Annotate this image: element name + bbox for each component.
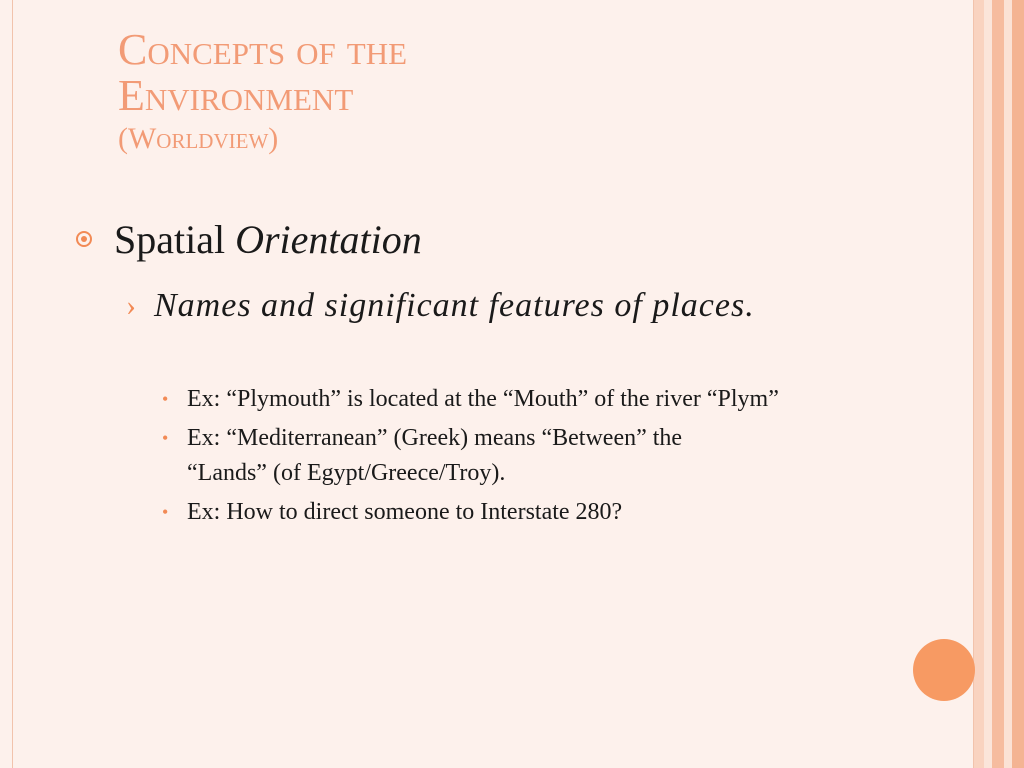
- bullet-level-2-text: Names and significant features of places.: [154, 287, 755, 324]
- title-subtitle: (Worldview): [118, 122, 279, 155]
- target-circle-bullet-icon: [76, 231, 92, 247]
- dot-bullet-icon: •: [162, 428, 169, 448]
- right-stripe-1: [974, 0, 984, 768]
- list-item-text: Ex: “Plymouth” is located at the “Mouth” of the river “Plym”: [187, 386, 779, 412]
- list-item: [162, 421, 802, 491]
- bullet-level-1-plain: Spatial: [114, 217, 236, 262]
- list-item-text: Ex: “Mediterranean” (Greek) means “Between” the “Lands” (of Egypt/Greece/Troy).: [187, 425, 683, 486]
- title-line-2: Environment: [118, 71, 354, 120]
- dot-bullet-icon: •: [162, 389, 169, 409]
- right-stripe-2: [984, 0, 992, 768]
- title-line-1: Concepts of the: [118, 25, 408, 74]
- bullet-level-1-italic: Orientation: [235, 217, 422, 262]
- list-item-text: Ex: How to direct someone to Interstate 280?: [187, 499, 623, 525]
- chevron-right-icon: ›: [126, 289, 136, 322]
- list-item: [162, 495, 802, 530]
- bullet-level-3-list: [162, 382, 802, 534]
- bullet-level-1-text: [114, 216, 422, 264]
- list-item: [162, 382, 802, 417]
- right-stripe-4: [1004, 0, 1012, 768]
- right-stripe-5: [1012, 0, 1024, 768]
- right-stripe-3: [992, 0, 1004, 768]
- slide-title: [118, 25, 408, 155]
- decorative-circle: [913, 639, 975, 701]
- dot-bullet-icon: •: [162, 502, 169, 522]
